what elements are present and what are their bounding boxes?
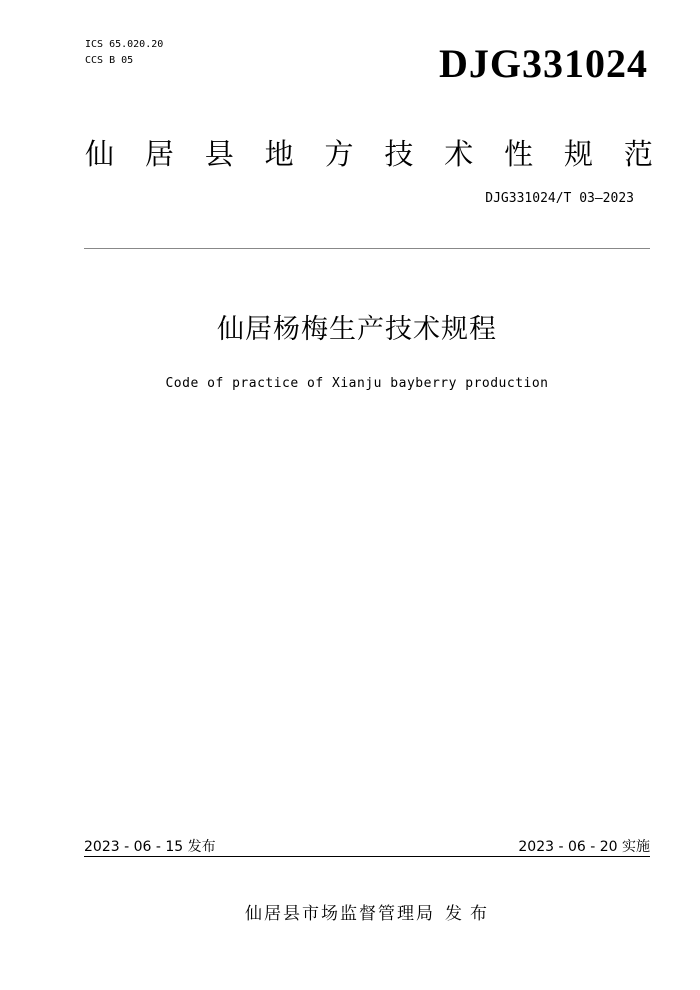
- spec-type-char: 范: [623, 137, 653, 171]
- document-title-english: Code of practice of Xianju bayberry production: [165, 376, 549, 391]
- spec-type-char: 居: [144, 137, 174, 171]
- ccs-code: CCS B 05: [85, 55, 134, 66]
- standard-code: DJG331024: [439, 41, 648, 86]
- publish-date: 2023 - 06 - 15 发布: [84, 839, 216, 855]
- document-number: DJG331024/T 03—2023: [485, 191, 634, 206]
- date-row: [84, 837, 650, 857]
- document-title-chinese: 仙居杨梅生产技术规程: [217, 314, 497, 345]
- spec-type-char: 规: [564, 137, 594, 171]
- top-divider: [84, 248, 650, 249]
- implementation-date: 2023 - 06 - 20 实施: [518, 839, 650, 855]
- issuer-line: [0, 902, 700, 926]
- ics-code: ICS 65.020.20: [85, 39, 164, 50]
- bottom-divider: [84, 856, 650, 857]
- spec-type-char: 技: [384, 137, 414, 171]
- specification-type-heading: [85, 134, 653, 174]
- issuing-organization: 仙居县市场监督管理局: [245, 904, 435, 924]
- spec-type-char: 方: [324, 137, 354, 171]
- spec-type-char: 性: [504, 137, 534, 171]
- spec-type-char: 仙: [85, 137, 115, 171]
- spec-type-char: 县: [204, 137, 234, 171]
- issue-action: 发布: [445, 904, 495, 924]
- spec-type-char: 地: [264, 137, 294, 171]
- classification-codes: [85, 37, 163, 69]
- spec-type-char: 术: [444, 137, 474, 171]
